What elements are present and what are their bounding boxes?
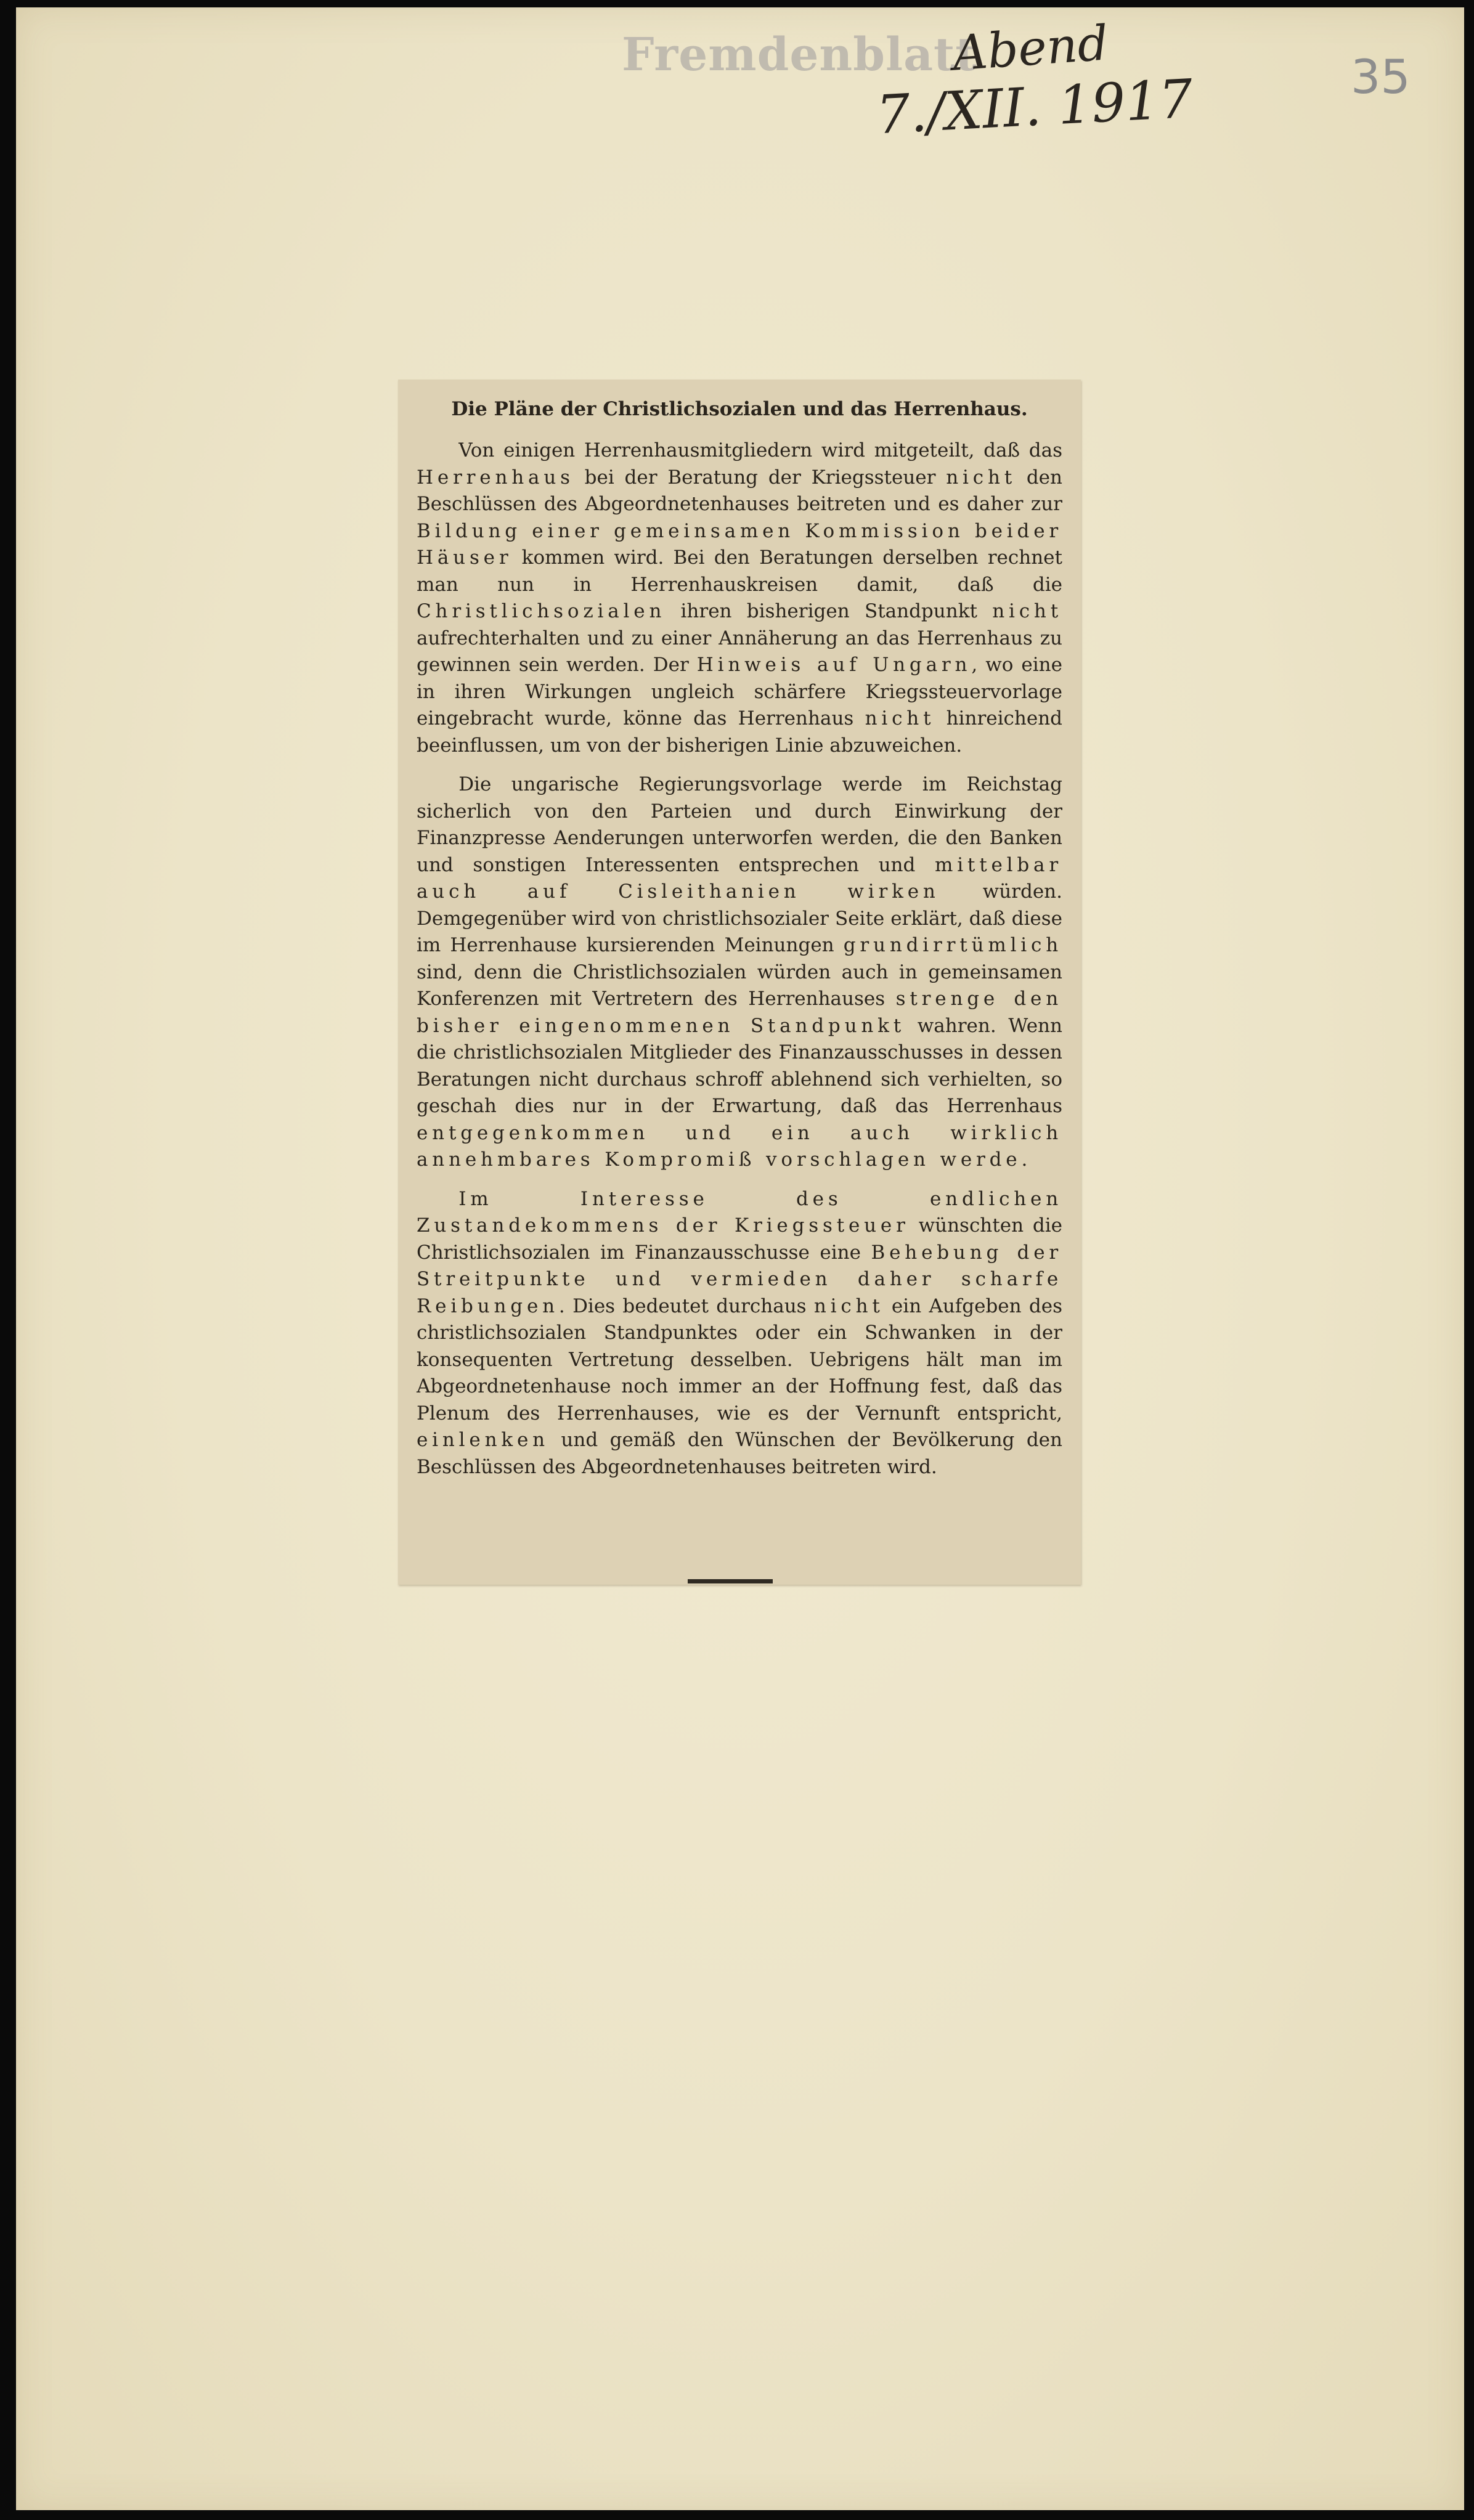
spaced-emphasis: grundirrtümlich bbox=[843, 934, 1062, 956]
page-number: 35 bbox=[1351, 49, 1411, 104]
text-run: den Beschlüssen des Abgeordnetenhauses beitreten und es daher zur bbox=[417, 466, 1062, 515]
text-run: und gemäß den Wünschen der Bevölkerung den Beschlüssen des Abgeordnetenhauses beitreten wird. bbox=[417, 1429, 1062, 1478]
article-paragraph-2 bbox=[417, 771, 1062, 1174]
spaced-emphasis: Hinweis auf Ungarn bbox=[696, 654, 972, 676]
spaced-emphasis: Behebung der Streitpunkte und vermieden daher scharfe Reibungen bbox=[417, 1241, 1063, 1317]
text-run: . bbox=[1021, 1148, 1028, 1171]
end-rule bbox=[688, 1579, 773, 1583]
text-run: ein Aufgeben des christlichsozialen Standpunktes oder ein Schwanken in der konsequenten Vertretung desselben. Uebrigens hält man im Abgeordnetenhause noch immer an der Hoffnung fest, daß das Plenum des Herrenhauses, wie es der Vernunft entspricht, bbox=[417, 1295, 1062, 1425]
spaced-emphasis: mittelbar auch auf Cisleithanien wirken bbox=[417, 853, 1062, 903]
text-run: kommen wird. Bei den Beratungen derselben rechnet man nun in Herrenhauskreisen damit, daß die bbox=[417, 547, 1062, 596]
text-run: Die ungarische Regierungsvorlage werde im Reichstag sicherlich von den Parteien und durch Einwirkung der Finanzpresse Aenderungen unterworfen werden, die den Banken und sonstigen Interessenten entsprechen und bbox=[417, 773, 1062, 876]
spaced-emphasis: Herrenhaus bbox=[417, 466, 574, 489]
article-paragraph-3 bbox=[417, 1186, 1062, 1481]
spaced-emphasis: Bildung einer gemeinsamen Kommission beider Häuser bbox=[417, 519, 1062, 569]
spaced-emphasis: Christlichsozialen bbox=[417, 600, 666, 622]
spaced-emphasis: nicht bbox=[865, 707, 935, 730]
article-headline: Die Pläne der Christlichsozialen und das Herrenhaus. bbox=[451, 398, 1028, 420]
newspaper-name-stamp: Fremdenblatt bbox=[622, 28, 977, 81]
text-run: würden. Demgegenüber wird von christlichsozialer Seite erklärt, daß diese im Herrenhause kursierenden Meinungen bbox=[417, 880, 1063, 956]
text-run: . Dies bedeutet durchaus bbox=[558, 1295, 814, 1317]
handwritten-date-note: 7./XII. 1917 bbox=[874, 68, 1194, 147]
text-run: wahren. Wenn die christlichsozialen Mitglieder des Finanzausschusses in dessen Beratungen nicht durchaus schroff ablehnend sich verhielten, so geschah dies nur in der Erwartung, daß das Herrenhaus bbox=[417, 1014, 1062, 1117]
text-run: aufrechterhalten und zu einer Annäherung an das Herrenhaus zu gewinnen sein werden. Der bbox=[417, 627, 1062, 676]
text-run: sind, denn die Christlichsozialen würden auch in gemeinsamen Konferenzen mit Vertretern des Herrenhauses bbox=[417, 961, 1062, 1010]
archive-sheet bbox=[16, 7, 1464, 2510]
spaced-emphasis: einlenken bbox=[417, 1429, 549, 1451]
newspaper-clipping bbox=[398, 380, 1081, 1585]
spaced-emphasis: nicht bbox=[813, 1295, 884, 1317]
spaced-emphasis: nicht bbox=[992, 600, 1062, 622]
text-run: hinreichend beeinflussen, um von der bisherigen Linie abzuweichen. bbox=[417, 707, 1063, 757]
text-run: ihren bisherigen Standpunkt bbox=[666, 600, 993, 622]
article-paragraph-1 bbox=[417, 437, 1062, 759]
spaced-emphasis: Im Interesse des endlichen Zustandekommens der Kriegssteuer bbox=[417, 1187, 1062, 1237]
handwritten-edition-note: Abend bbox=[951, 15, 1110, 82]
spaced-emphasis: strenge den bisher eingenommenen Standpunkt bbox=[417, 988, 1062, 1037]
text-run: bei der Beratung der Kriegssteuer bbox=[574, 466, 947, 489]
text-run: Von einigen Herrenhausmitgliedern wird mitgeteilt, daß das bbox=[458, 439, 1062, 461]
spaced-emphasis: entgegenkommen und ein auch wirklich annehmbares Kompromiß vorschlagen werde bbox=[417, 1121, 1062, 1171]
spaced-emphasis: nicht bbox=[946, 466, 1017, 489]
text-run: wünschten die Christlichsozialen im Finanzausschusse eine bbox=[417, 1214, 1062, 1264]
text-run: , wo eine in ihren Wirkungen ungleich schärfere Kriegssteuervorlage eingebracht wurde, könne das Herrenhaus bbox=[417, 654, 1062, 730]
